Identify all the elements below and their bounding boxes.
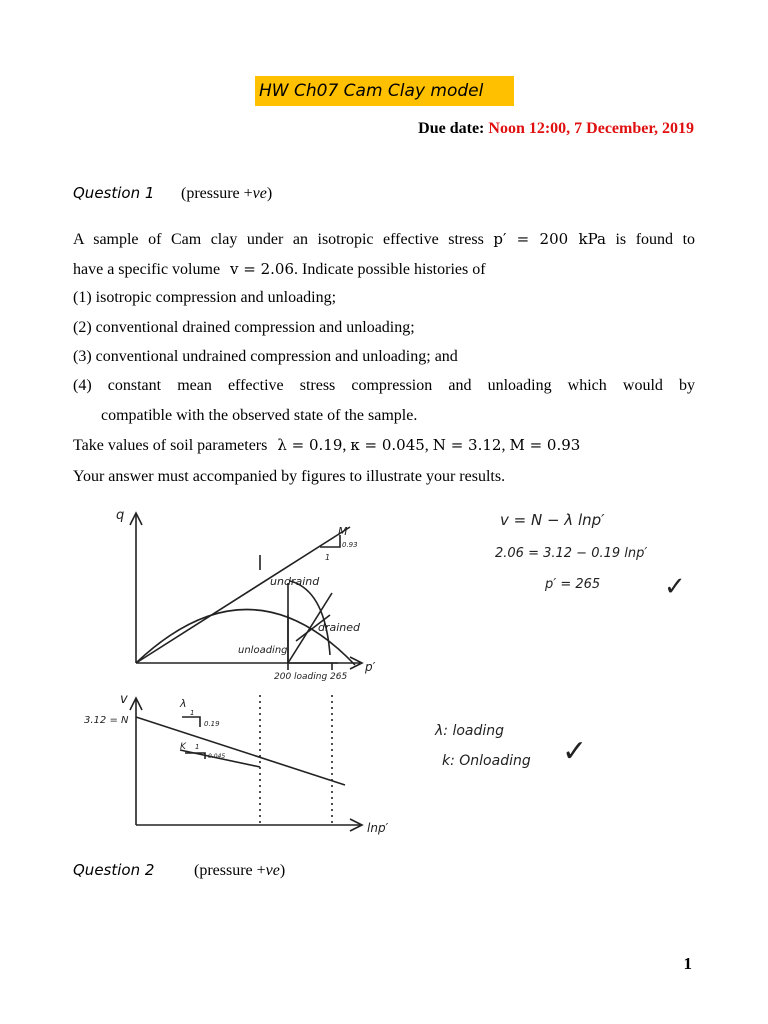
- question-1-heading: [73, 184, 272, 203]
- q1-item-3: (3) conventional undrained compression and unloading; and: [73, 348, 458, 365]
- fig1-csl-line: [136, 527, 350, 663]
- fig1-x-ticks: 200 loading 265: [274, 672, 348, 682]
- param-lambda: λ = 0.19: [277, 436, 343, 454]
- fig2-lambda-value: 0.19: [204, 720, 220, 728]
- param-n: N = 3.12: [432, 436, 502, 454]
- question-2-heading: [73, 861, 285, 880]
- q1-item-4: (4) constant mean effective stress compression and unloading which would by: [73, 377, 695, 394]
- q1-volume-formula: v = 2.06: [230, 260, 295, 278]
- question-1-line-2: [73, 259, 695, 280]
- due-date: [418, 120, 694, 138]
- question-1-title: Question 1: [73, 184, 155, 202]
- q1-line1-text-b: is found to: [615, 231, 696, 248]
- q1-line2-text-a: have a specific volume: [73, 261, 221, 278]
- q1-item-1: (1) isotropic compression and unloading;: [73, 289, 337, 306]
- page-number: 1: [683, 954, 692, 973]
- equation-2: 2.06 = 3.12 − 0.19 lnp′: [495, 546, 648, 561]
- fig1-yield-curve: [136, 609, 355, 665]
- fig2-x-label: lnp′: [367, 821, 389, 835]
- q1-line1-text-a: A sample of Cam clay under an isotropic effective stress: [73, 231, 484, 248]
- check-mark-2: ✓: [562, 734, 588, 769]
- question-2-sign: (pressure +: [194, 862, 266, 879]
- document-title: HW Ch07 Cam Clay model: [255, 76, 514, 106]
- fig1-slope-triangle: [320, 535, 340, 547]
- fig2-lambda-triangle: [182, 717, 200, 727]
- question-2-title: Question 2: [73, 861, 155, 879]
- check-mark-1: ✓: [664, 572, 686, 602]
- param-m: M = 0.93: [509, 436, 581, 454]
- equation-3: p′ = 265: [545, 577, 601, 592]
- q1-stress-formula: p′ = 200 kPa: [493, 230, 606, 248]
- q1-params-label: Take values of soil parameters: [73, 437, 268, 454]
- handwritten-answer: [70, 495, 720, 845]
- q1-line2-text-b: . Indicate possible histories of: [294, 261, 486, 278]
- fig2-v-lnp-plot: [84, 692, 389, 835]
- question-1-sign-close: ): [266, 185, 273, 202]
- q1-params: Take values of soil parameters λ = 0.19, κ = 0.045, N = 3.12, M = 0.93: [73, 436, 581, 454]
- fig1-x-label: p′: [365, 660, 376, 674]
- question-2-sign-var: ve: [265, 862, 280, 879]
- q1-answer-note: Your answer must accompanied by figures to illustrate your results.: [73, 468, 506, 485]
- fig1-slope-value: 0.93: [342, 541, 358, 549]
- fig1-undrained-label: undraind: [270, 575, 320, 588]
- param-kappa: κ = 0.045: [350, 436, 425, 454]
- q1-item-4-cont: compatible with the observed state of the sample.: [101, 407, 418, 424]
- question-1-sign: (pressure +: [181, 185, 253, 202]
- due-value: Noon 12:00, 7 December, 2019: [488, 120, 694, 137]
- fig2-lambda: λ: [180, 697, 187, 710]
- handwritten-equations: [434, 511, 686, 769]
- question-2-sign-close: ): [279, 862, 286, 879]
- due-label: Due date:: [418, 120, 489, 137]
- fig2-y-label: v: [120, 692, 128, 707]
- fig1-y-label: q: [116, 508, 125, 523]
- question-1-sign-var: ve: [252, 185, 267, 202]
- fig2-kappa: K: [180, 742, 186, 752]
- fig1-unloading-label: unloading: [238, 645, 288, 656]
- fig2-kappa-one: 1: [195, 743, 200, 751]
- q1-item-2: (2) conventional drained compression and unloading;: [73, 319, 415, 336]
- fig2-y-intercept: 3.12 = N: [84, 715, 129, 726]
- fig2-kappa-value: 0.045: [208, 753, 226, 760]
- legend-lambda: λ: loading: [435, 723, 505, 739]
- legend-kappa: k: Onloading: [442, 753, 531, 769]
- fig2-ncl-line: [136, 717, 345, 785]
- fig1-slope-one: 1: [325, 553, 331, 562]
- fig1-q-p-plot: [116, 508, 376, 682]
- fig2-lambda-one: 1: [190, 709, 195, 717]
- question-1-line-1: [73, 229, 695, 250]
- fig1-drained-label: drained: [318, 621, 361, 634]
- fig1-slope-m: M: [338, 525, 348, 538]
- equation-1: v = N − λ lnp′: [500, 511, 605, 529]
